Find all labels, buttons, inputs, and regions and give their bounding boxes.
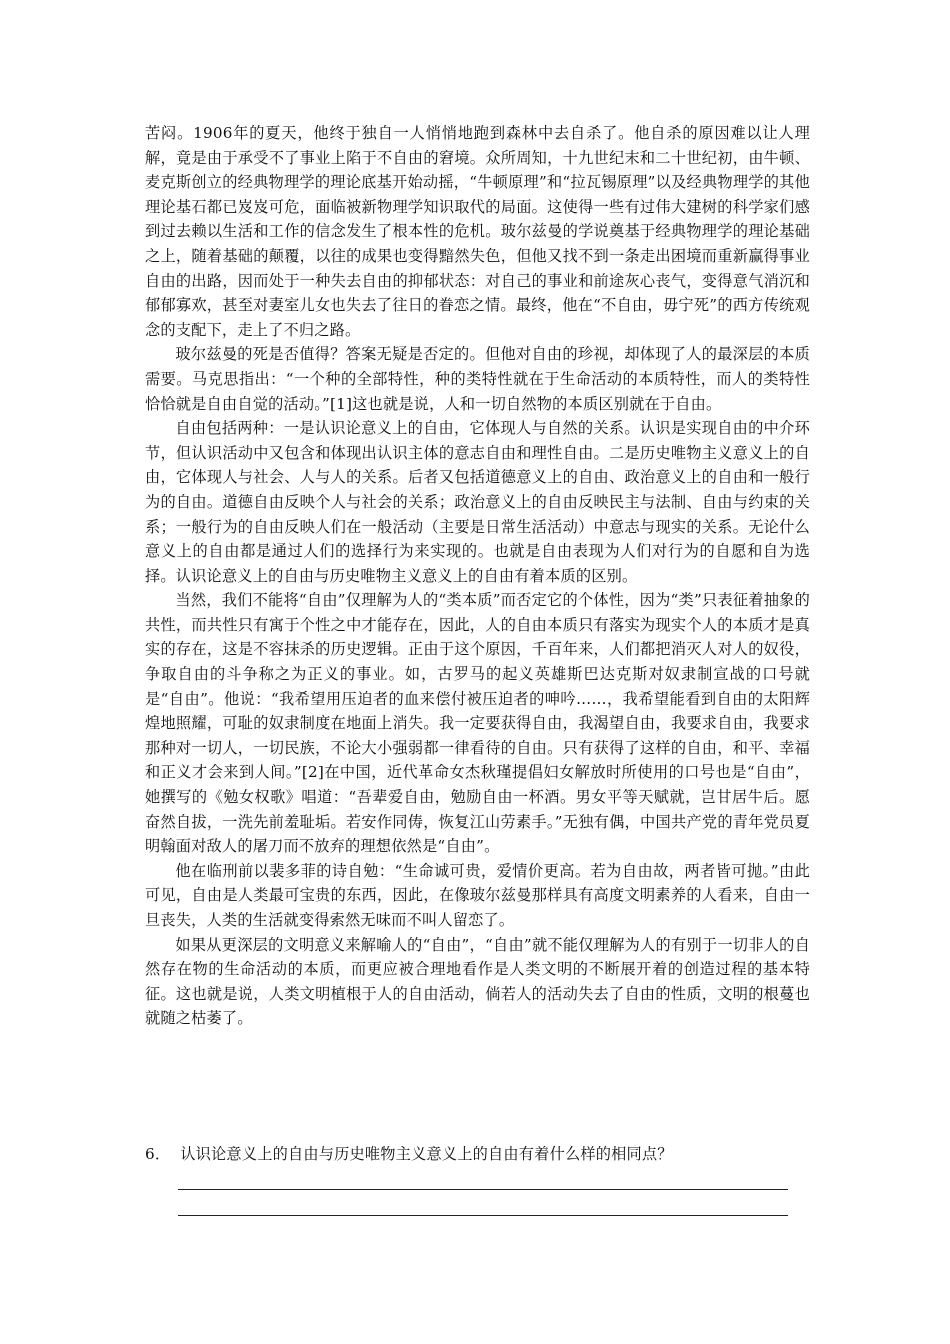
question-6 [145,1142,810,1167]
answer-line[interactable] [178,1189,788,1190]
question-text: 认识论意义上的自由与历史唯物主义意义上的自由有着什么样的相同点？ [180,1145,673,1163]
article-body [145,121,810,1031]
answer-line[interactable] [178,1215,788,1216]
paragraph-individual-freedom: 当然，我们不能将“自由”仅理解为人的“类本质”而否定它的个体性，因为“类”只表征着抽象的共性，而共性只有寓于个性之中才能存在，因此，人的自由本质只有落实为现实个人的本质才是真实的存在，这是不容抹杀的历史逻辑。正由于这个原因，千百年来，人们都把消灭人对人的奴役，争取自由的斗争称之为正义的事业。如，古罗马的起义英雄斯巴达克斯对奴隶制宣战的口号就是“自由”。他说：“我希望用压迫者的血来偿付被压迫者的呻吟……，我希望能看到自由的太阳辉煌地照耀，可耻的奴隶制度在地面上消失。我一定要获得自由，我渴望自由，我要求自由，我要求那种对一切人，一切民族，不论大小强弱都一律看待的自由。只有获得了这样的自由，和平、幸福和正义才会来到人间。”[2]在中国，近代革命女杰秋瑾提倡妇女解放时所使用的口号也是“自由”，她撰写的《勉女权歌》唱道：“吾辈爱自由，勉励自由一杯酒。男女平等天赋就，岂甘居牛后。愿奋然自拔，一洗先前羞耻垢。若安作同俦，恢复江山劳素手。”无独有偶，中国共产党的青年党员夏明翰面对敌人的屠刀而不放弃的理想依然是“自由”。 [145,591,810,856]
paragraph-xia-minghan: 他在临刑前以裴多菲的诗自勉：“生命诚可贵，爱情价更高。若为自由故，两者皆可抛。”由此可见，自由是人类最可宝贵的东西，因此，在像玻尔兹曼那样具有高度文明素养的人看来，自由一旦丧失，人类的生活就变得索然无味而不叫人留恋了。 [145,861,810,929]
paragraph-two-kinds-of-freedom: 自由包括两种：一是认识论意义上的自由，它体现人与自然的关系。认识是实现自由的中介环节，但认识活动中又包含和体现出认识主体的意志自由和理性自由。二是历史唯物主义意义上的自由，它体现人与社会、人与人的关系。后者又包括道德意义上的自由、政治意义上的自由和一般行为的自由。道德自由反映个人与社会的关系；政治意义上的自由反映民主与法制、自由与约束的关系；一般行为的自由反映人们在一般活动（主要是日常生活活动）中意志与现实的关系。无论什么意义上的自由都是通过人们的选择行为来实现的。也就是自由表现为人们对行为的自愿和自为选择。认识论意义上的自由与历史唯物主义意义上的自由有着本质的区别。 [145,419,810,585]
paragraph-continuation: 苦闷。1906年的夏天，他终于独自一人悄悄地跑到森林中去自杀了。他自杀的原因难以让人理解，竟是由于承受不了事业上陷于不自由的窘境。众所周知，十九世纪末和二十世纪初，由牛顿、麦克斯创立的经典物理学的理论底基开始动摇，“牛顿原理”和“拉瓦锡原理”以及经典物理学的其他理论基石都已岌岌可危，面临被新物理学知识取代的局面。这使得一些有过伟大建树的科学家们感到过去赖以生活和工作的信念发生了根本性的危机。玻尔兹曼的学说奠基于经典物理学的理论基础之上，随着基础的颠覆，以往的成果也变得黯然失色，但他又找不到一条走出困境而重新赢得事业自由的出路，因而处于一种失去自由的抑郁状态：对自己的事业和前途灰心丧气，变得意气消沉和郁郁寡欢，甚至对妻室儿女也失去了往日的眷恋之情。最终，他在“不自由，毋宁死”的西方传统观念的支配下，走上了不归之路。 [145,124,810,339]
question-number: 6． [145,1145,171,1163]
paragraph-civilization: 如果从更深层的文明意义来解喻人的“自由”，“自由”就不能仅理解为人的有别于一切非人的自然存在物的生命活动的本质，而更应被合理地看作是人类文明的不断展开着的创造过程的基本特征。这也就是说，人类文明植根于人的自由活动，倘若人的活动失去了自由的性质，文明的根蔓也就随之枯萎了。 [145,935,810,1028]
paragraph-boltzmann-death: 玻尔兹曼的死是否值得？答案无疑是否定的。但他对自由的珍视，却体现了人的最深层的本质需要。马克思指出：“一个种的全部特性，种的类特性就在于生命活动的本质特性，而人的类特性恰恰就是自由自觉的活动。”[1]这也就是说，人和一切自然物的本质区别就在于自由。 [145,345,810,413]
